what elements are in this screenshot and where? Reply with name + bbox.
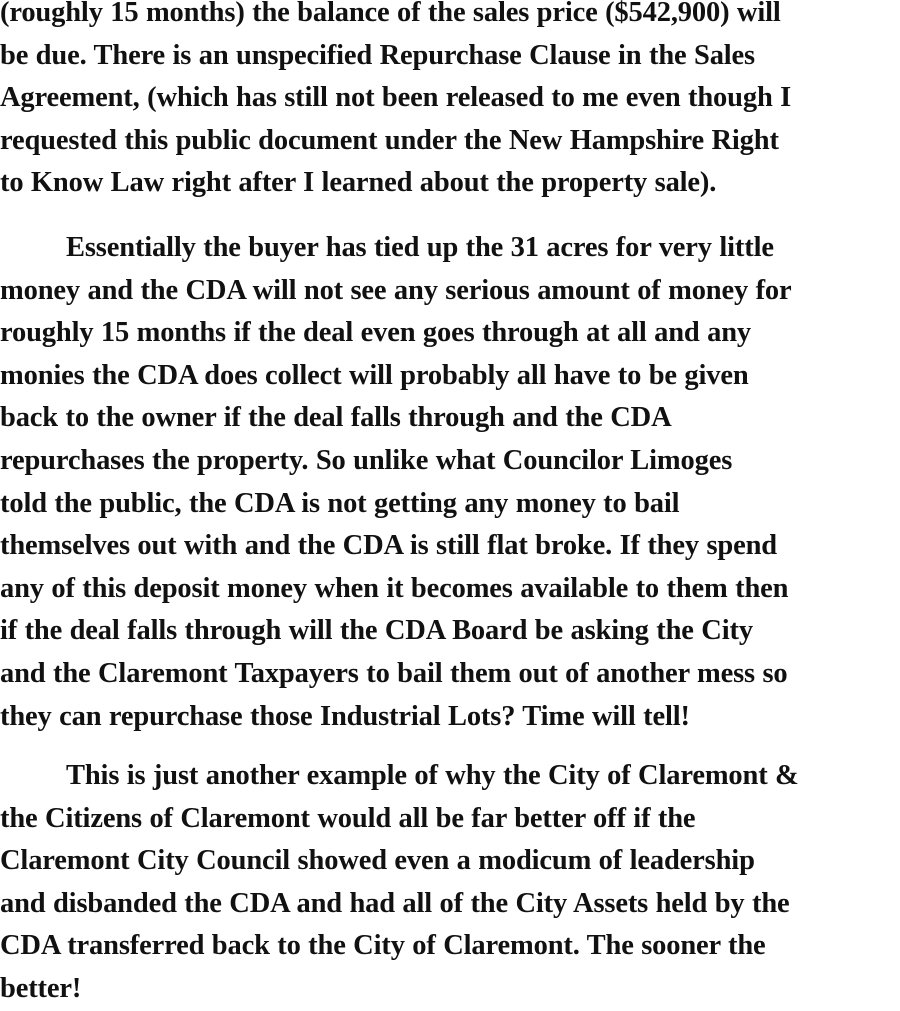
text-line: (roughly 15 months) the balance of the sales price ($542,900) will (0, 0, 781, 28)
text-line: be due. There is an unspecified Repurchase Clause in the Sales (0, 39, 755, 71)
paragraph-buyer-analysis (0, 227, 900, 738)
text-line: they can repurchase those Industrial Lots? Time will tell! (0, 700, 690, 732)
text-line: This is just another example of why the City of Claremont & (66, 760, 799, 791)
text-line: roughly 15 months if the deal even goes through at all and any (0, 317, 751, 349)
paragraph-sale-terms (0, 0, 900, 205)
text-line: any of this deposit money when it becomes available to them then (0, 572, 789, 604)
text-line: and the Claremont Taxpayers to bail them out of another mess so (0, 657, 788, 689)
text-line: requested this public document under the New Hampshire Right (0, 124, 779, 156)
text-line: if the deal falls through will the CDA Board be asking the City (0, 615, 753, 647)
text-line: Essentially the buyer has tied up the 31 acres for very little (66, 232, 774, 263)
text-line: better! (0, 972, 82, 1004)
text-line: CDA transferred back to the City of Claremont. The sooner the (0, 930, 766, 962)
text-line: monies the CDA does collect will probably all have to be given (0, 359, 749, 391)
text-line: Claremont City Council showed even a modicum of leadership (0, 845, 755, 877)
text-line: Agreement, (which has still not been released to me even though I (0, 82, 792, 114)
text-line: the Citizens of Claremont would all be far better off if the (0, 802, 696, 834)
text-line: told the public, the CDA is not getting any money to bail (0, 487, 680, 519)
paragraph-conclusion (0, 755, 900, 1011)
text-line: and disbanded the CDA and had all of the City Assets held by the (0, 887, 790, 919)
text-line: to Know Law right after I learned about the property sale). (0, 167, 717, 199)
text-line: back to the owner if the deal falls through and the CDA (0, 402, 672, 434)
text-line: money and the CDA will not see any serious amount of money for (0, 274, 792, 306)
text-line: themselves out with and the CDA is still flat broke. If they spend (0, 530, 777, 562)
text-line: repurchases the property. So unlike what Councilor Limoges (0, 444, 733, 476)
